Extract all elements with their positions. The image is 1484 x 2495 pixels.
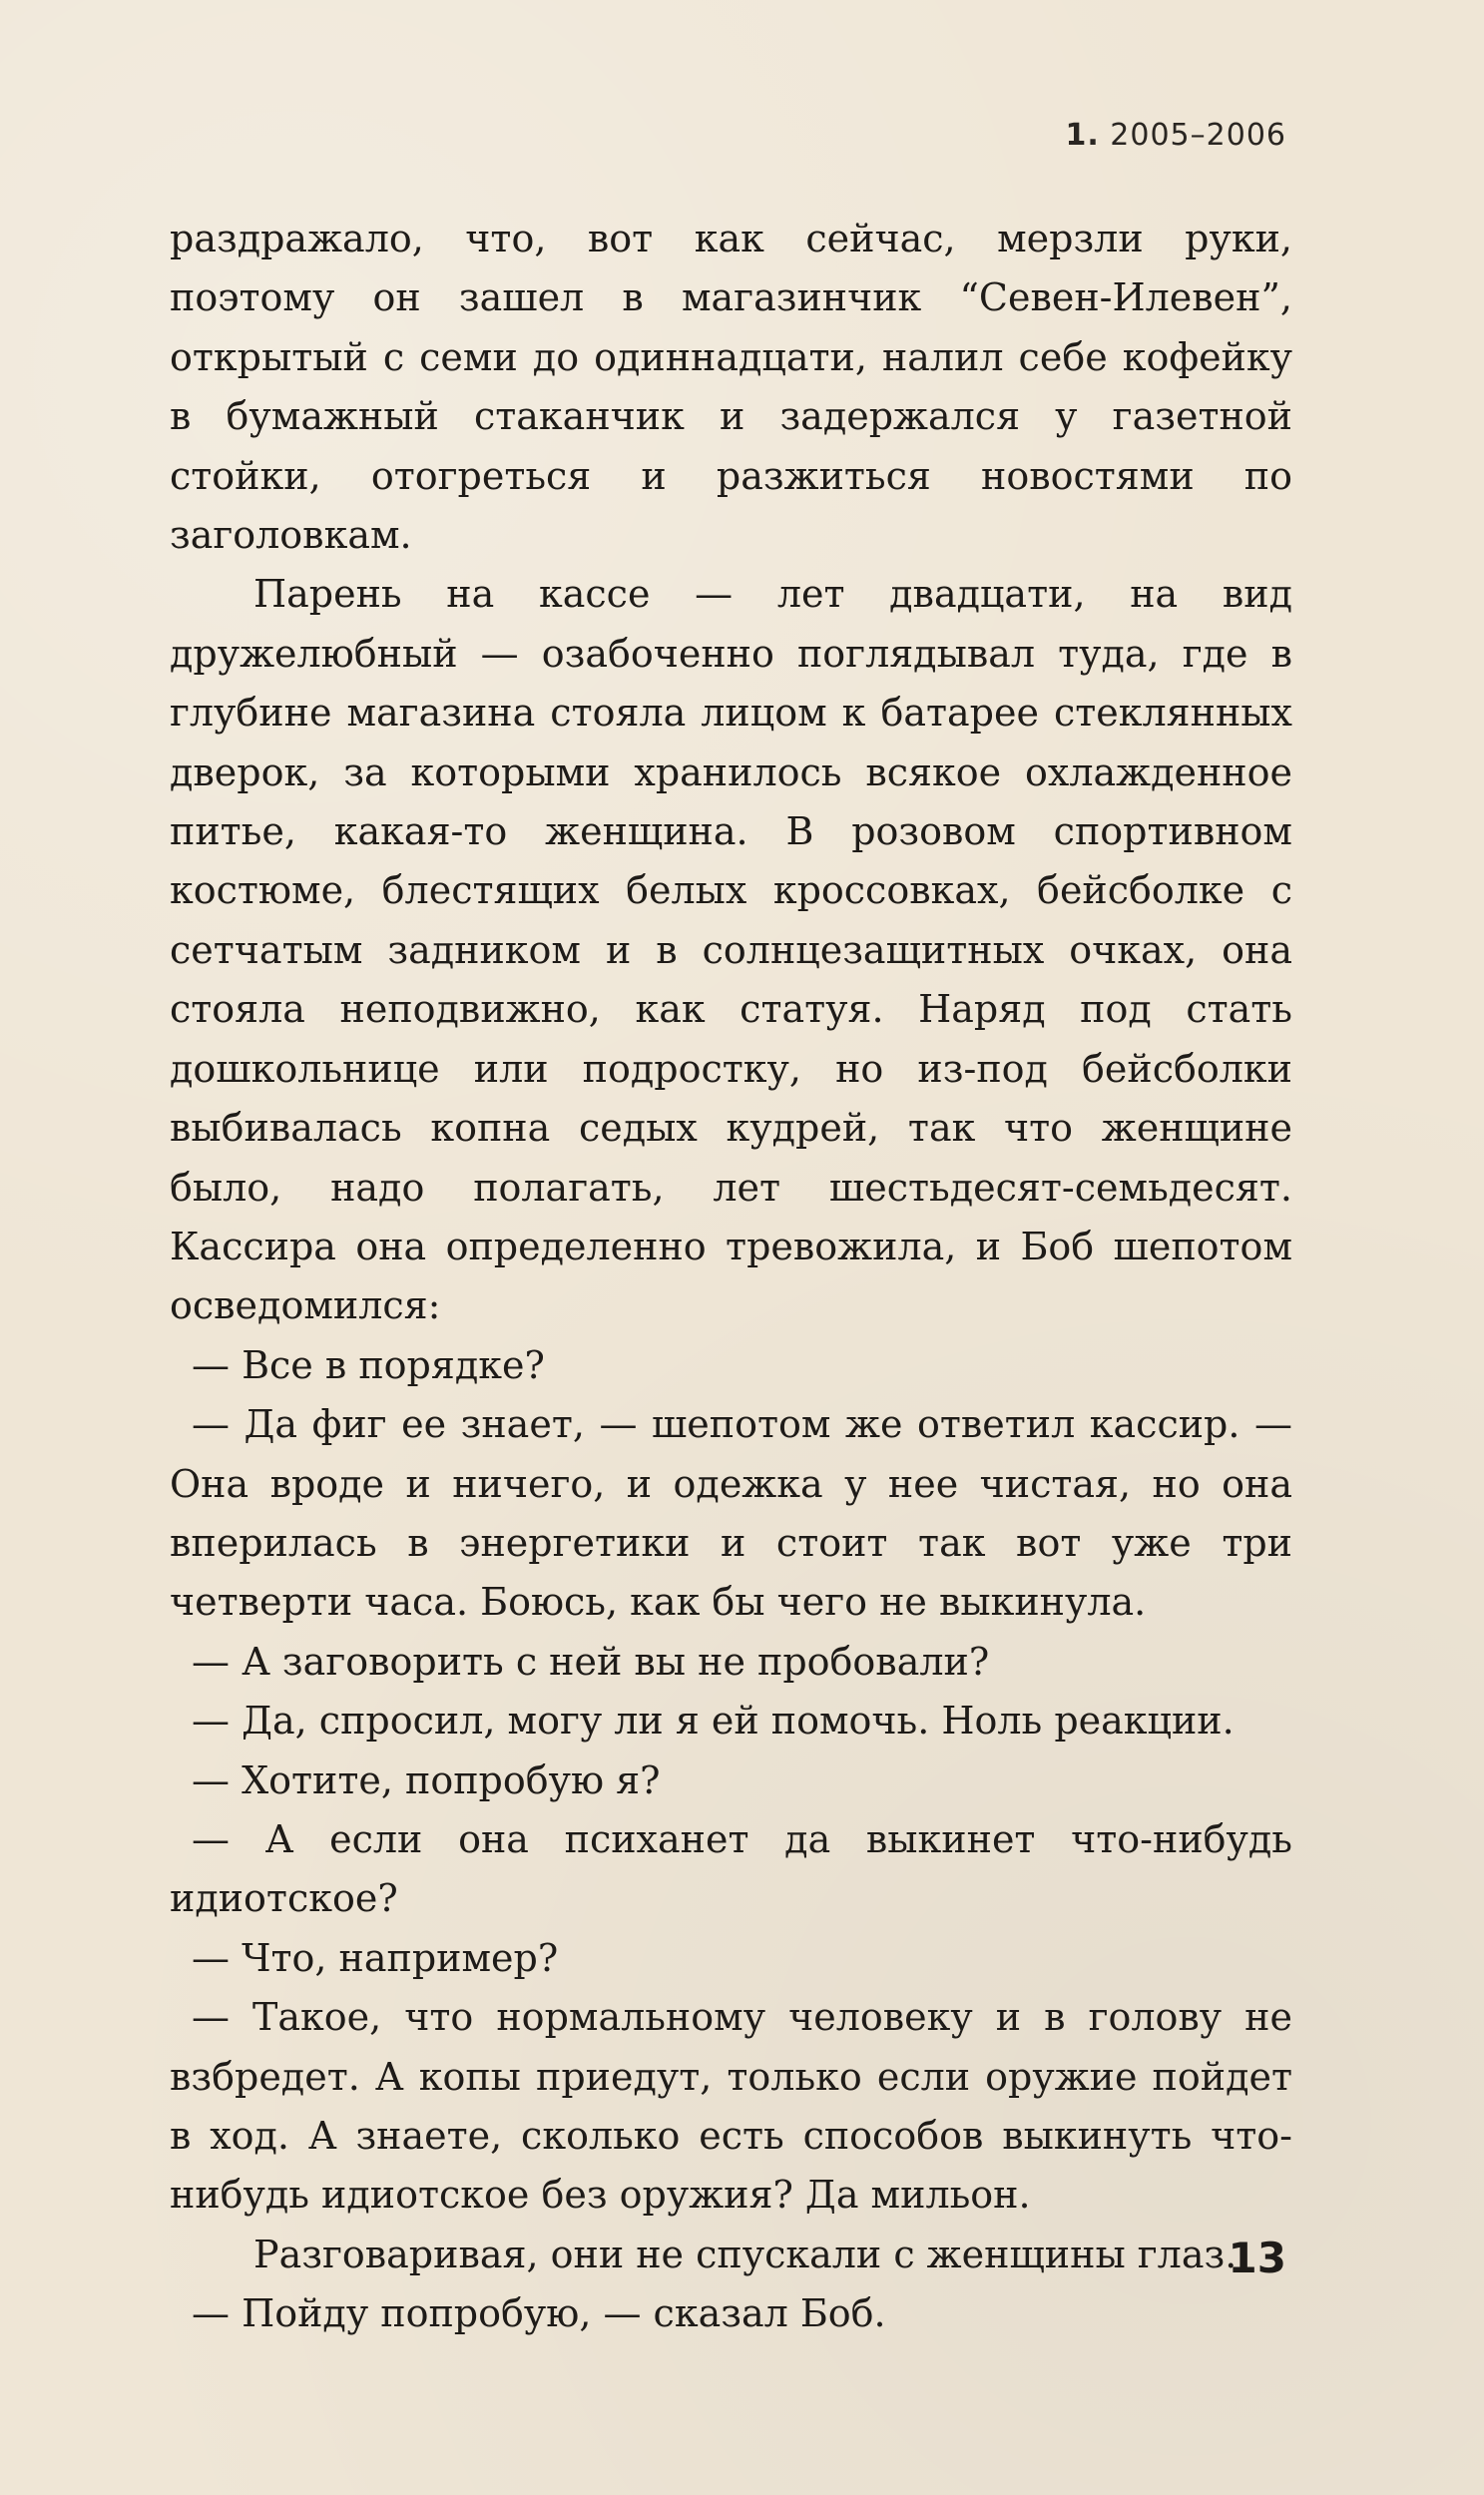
dialog-line: — Пойду попробую, — сказал Боб.: [192, 2291, 886, 2336]
dialog-line: — Что, например?: [192, 1935, 559, 1980]
paragraph: Разговаривая, они не спускали с женщины глаз.: [253, 2232, 1237, 2276]
paragraph: раздражало, что, вот как сейчас, мерзли руки, поэтому он зашел в магазинчик “Севен-Илевен”, открытый с семи до одиннадцати, налил себе кофейку в бумажный стаканчик и задержался у газетной стойки, отогреться и разжиться новостями по заголовкам.: [170, 217, 1292, 558]
dialog-line: — Да, спросил, могу ли я ей помочь. Ноль реакции.: [192, 1699, 1235, 1744]
dialog-line: — А если она психанет да выкинет что-нибудь идиотское?: [170, 1816, 1292, 1921]
dialog-line: — Хотите, попробую я?: [192, 1757, 661, 1802]
paragraph: Парень на кассе — лет двадцати, на вид дружелюбный — озабоченно поглядывал туда, где в глубине магазина стояла лицом к батарее стеклянных дверок, за которыми хранилось всякое охлажденное питье, какая-то женщина. В розовом спортивном костюме, блестящих белых кроссовках, бейсболке с сетчатым задником и в солнцезащитных очках, она стояла неподвижно, как статуя. Наряд под стать дошкольнице или подростку, но из-под бейсболки выбивалась копна седых кудрей, так что женщине было, надо полагать, лет шестьдесят-семьдесят. Кассира она определенно тревожила, и Боб шепотом осведомился:: [170, 572, 1292, 1328]
dialog-line: — А заговорить с ней вы не пробовали?: [192, 1639, 990, 1684]
body-text: [170, 210, 1292, 2344]
chapter-number: 1.: [1065, 118, 1100, 153]
running-header: [1065, 118, 1286, 153]
page-number: 13: [1228, 2234, 1286, 2282]
dialog-line: — Все в порядке?: [192, 1342, 545, 1387]
dialog-line: — Да фиг ее знает, — шепотом же ответил кассир. — Она вроде и ничего, и одежка у нее чистая, но она вперилась в энергетики и стоит так вот уже три четверти часа. Боюсь, как бы чего не выкинула.: [170, 1402, 1292, 1625]
chapter-years: 2005–2006: [1110, 118, 1286, 153]
dialog-line: — Такое, что нормальному человеку и в голову не взбредет. А копы приедут, только если оружие пойдет в ход. А знаете, сколько есть способов выкинуть что-нибудь идиотское без оружия? Да мильон.: [170, 1995, 1292, 2218]
